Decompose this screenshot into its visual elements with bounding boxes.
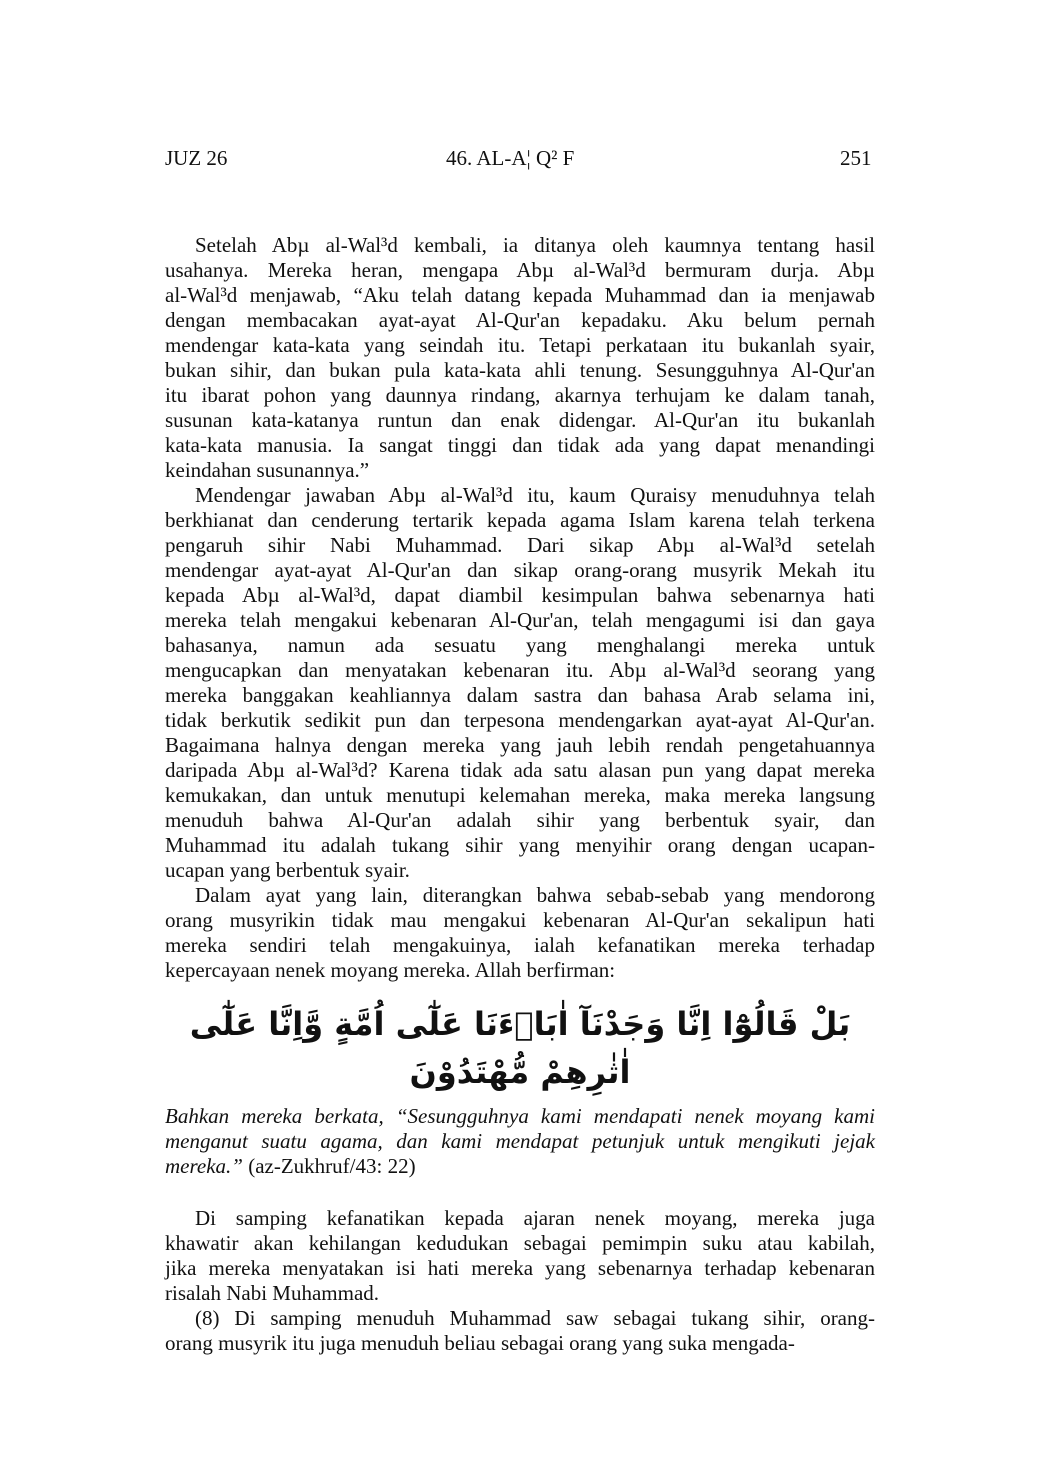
paragraph-line <box>165 533 875 558</box>
page-body <box>165 233 875 1356</box>
line-text: keindahan susunannya.” <box>165 458 370 482</box>
translation-text: mereka.” <box>165 1154 243 1178</box>
line-text: Muhammad itu adalah tukang sihir yang menyihir orang dengan ucapan- <box>165 833 875 857</box>
translation-text: Bahkan mereka berkata, “Sesungguhnya kami mendapati nenek moyang kami <box>165 1104 875 1128</box>
line-text: susunan kata-katanya runtun dan enak didengar. Al-Qur'an itu bukanlah <box>165 408 875 432</box>
line-text: dengan membacakan ayat-ayat Al-Qur'an kepadaku. Aku belum pernah <box>165 308 875 332</box>
paragraph-line <box>165 283 875 308</box>
paragraph <box>165 883 875 983</box>
line-text: Bagaimana halnya dengan mereka yang jauh lebih rendah pengetahuannya <box>165 733 875 757</box>
paragraph-line <box>165 708 875 733</box>
paragraph-line <box>165 258 875 283</box>
line-text: daripada Abµ al-Wal³d? Karena tidak ada satu alasan pun yang dapat mereka <box>165 758 875 782</box>
line-text: bahasanya, namun ada sesuatu yang menghalangi mereka untuk <box>165 633 875 657</box>
paragraph <box>165 233 875 483</box>
translation-text: menganut suatu agama, dan kami mendapat petunjuk untuk mengikuti jejak <box>165 1129 875 1153</box>
paragraph-line <box>165 608 875 633</box>
line-text: al-Wal³d menjawab, “Aku telah datang kepada Muhammad dan ia menjawab <box>165 283 875 307</box>
paragraph-line <box>165 408 875 433</box>
paragraph-line <box>165 733 875 758</box>
paragraph-line <box>165 308 875 333</box>
line-text: mendengar ayat-ayat Al-Qur'an dan sikap orang-orang musyrik Mekah itu <box>165 558 875 582</box>
paragraph-line <box>165 908 875 933</box>
paragraph-line <box>165 358 875 383</box>
paragraph-line <box>165 858 875 883</box>
line-text: bukan sihir, dan bukan pula kata-kata ahli tenung. Sesungguhnya Al-Qur'an <box>165 358 875 382</box>
paragraph-line <box>165 1206 875 1231</box>
paragraph-line <box>165 883 875 908</box>
line-text: mereka telah mengakui kebenaran Al-Qur'an, telah mengagumi isi dan gaya <box>165 608 875 632</box>
quran-verse-arabic: بَلْ قَالُوْٓا اِنَّا وَجَدْنَآ اٰبَاۤءَنَا عَلٰٓى اُمَّةٍ وَّاِنَّا عَلٰٓى اٰثٰرِهِمْ مُّهْتَدُوْنَ <box>189 1005 851 1091</box>
line-text: berkhianat dan cenderung tertarik kepada agama Islam karena telah terkena <box>165 508 875 532</box>
paragraph-line <box>165 683 875 708</box>
paragraph-line <box>165 458 875 483</box>
paragraph-line <box>165 483 875 508</box>
paragraph-line <box>165 433 875 458</box>
paragraph-line <box>165 383 875 408</box>
paragraph-line <box>165 1231 875 1256</box>
paragraph <box>165 483 875 883</box>
verse-reference: (az-Zukhruf/43: 22) <box>242 1154 416 1178</box>
paragraph-line <box>165 1281 875 1306</box>
translation-line <box>165 1129 875 1154</box>
paragraph-line <box>165 958 875 983</box>
paragraph-line <box>165 933 875 958</box>
line-text: mengucapkan dan menyatakan kebenaran itu. Abµ al-Wal³d seorang yang <box>165 658 875 682</box>
paragraph-line <box>165 633 875 658</box>
paragraph-line <box>165 1256 875 1281</box>
paragraph <box>165 1306 875 1356</box>
line-text: tidak berkutik sedikit pun dan terpesona mendengarkan ayat-ayat Al-Qur'an. <box>165 708 875 732</box>
paragraph-line <box>165 1306 875 1331</box>
line-text: usahanya. Mereka heran, mengapa Abµ al-Wal³d bermuram durja. Abµ <box>165 258 875 282</box>
line-text: kata-kata manusia. Ia sangat tinggi dan tidak ada yang dapat menandingi <box>165 433 875 457</box>
body-text-block-1 <box>165 233 875 983</box>
running-header-surah: 46. AL-A¦ Q² F <box>446 146 575 170</box>
paragraph-line <box>165 783 875 808</box>
line-text: orang musyrik itu juga menuduh beliau sebagai orang yang suka mengada- <box>165 1331 795 1355</box>
line-text: kepercayaan nenek moyang mereka. Allah berfirman: <box>165 958 616 982</box>
line-text: mereka sendiri telah mengakuinya, ialah kefanatikan mereka terhadap <box>165 933 875 957</box>
paragraph-line <box>165 233 875 258</box>
line-text: jika mereka menyatakan isi hati mereka yang sebenarnya terhadap kebenaran <box>165 1256 875 1280</box>
line-text: Setelah Abµ al-Wal³d kembali, ia ditanya oleh kaumnya tentang hasil <box>195 233 875 257</box>
line-text: mereka banggakan keahliannya dalam sastra dan bahasa Arab selama ini, <box>165 683 875 707</box>
translation-line <box>165 1154 875 1179</box>
paragraph-line <box>165 583 875 608</box>
page-number: 251 <box>840 146 872 170</box>
line-text: kemukakan, dan untuk menutupi kelemahan mereka, maka mereka langsung <box>165 783 875 807</box>
paragraph-line <box>165 333 875 358</box>
verse-translation <box>165 1104 875 1179</box>
line-text: orang musyrikin tidak mau mengakui kebenaran Al-Qur'an sekalipun hati <box>165 908 875 932</box>
paragraph-line <box>165 508 875 533</box>
line-text: pengaruh sihir Nabi Muhammad. Dari sikap Abµ al-Wal³d setelah <box>165 533 875 557</box>
paragraph-line <box>165 758 875 783</box>
line-text: (8) Di samping menuduh Muhammad saw sebagai tukang sihir, orang- <box>195 1306 875 1330</box>
line-text: mendengar kata-kata yang seindah itu. Tetapi perkataan itu bukanlah syair, <box>165 333 875 357</box>
line-text: khawatir akan kehilangan kedudukan sebagai pemimpin suku atau kabilah, <box>165 1231 875 1255</box>
paragraph-line <box>165 558 875 583</box>
running-header-juz: JUZ 26 <box>165 146 228 170</box>
line-text: risalah Nabi Muhammad. <box>165 1281 380 1305</box>
translation-line <box>165 1104 875 1129</box>
paragraph-line <box>165 658 875 683</box>
line-text: Dalam ayat yang lain, diterangkan bahwa sebab-sebab yang mendorong <box>195 883 875 907</box>
line-text: menuduh bahwa Al-Qur'an adalah sihir yang berbentuk syair, dan <box>165 808 875 832</box>
line-text: itu ibarat pohon yang daunnya rindang, akarnya terhujam ke dalam tanah, <box>165 383 875 407</box>
line-text: ucapan yang berbentuk syair. <box>165 858 410 882</box>
line-text: kepada Abµ al-Wal³d, dapat diambil kesimpulan bahwa sebenarnya hati <box>165 583 875 607</box>
paragraph <box>165 1206 875 1306</box>
line-text: Di samping kefanatikan kepada ajaran nenek moyang, mereka juga <box>195 1206 875 1230</box>
paragraph-line <box>165 833 875 858</box>
paragraph-line <box>165 1331 875 1356</box>
body-text-block-2 <box>165 1206 875 1356</box>
paragraph-line <box>165 808 875 833</box>
line-text: Mendengar jawaban Abµ al-Wal³d itu, kaum Quraisy menuduhnya telah <box>195 483 875 507</box>
